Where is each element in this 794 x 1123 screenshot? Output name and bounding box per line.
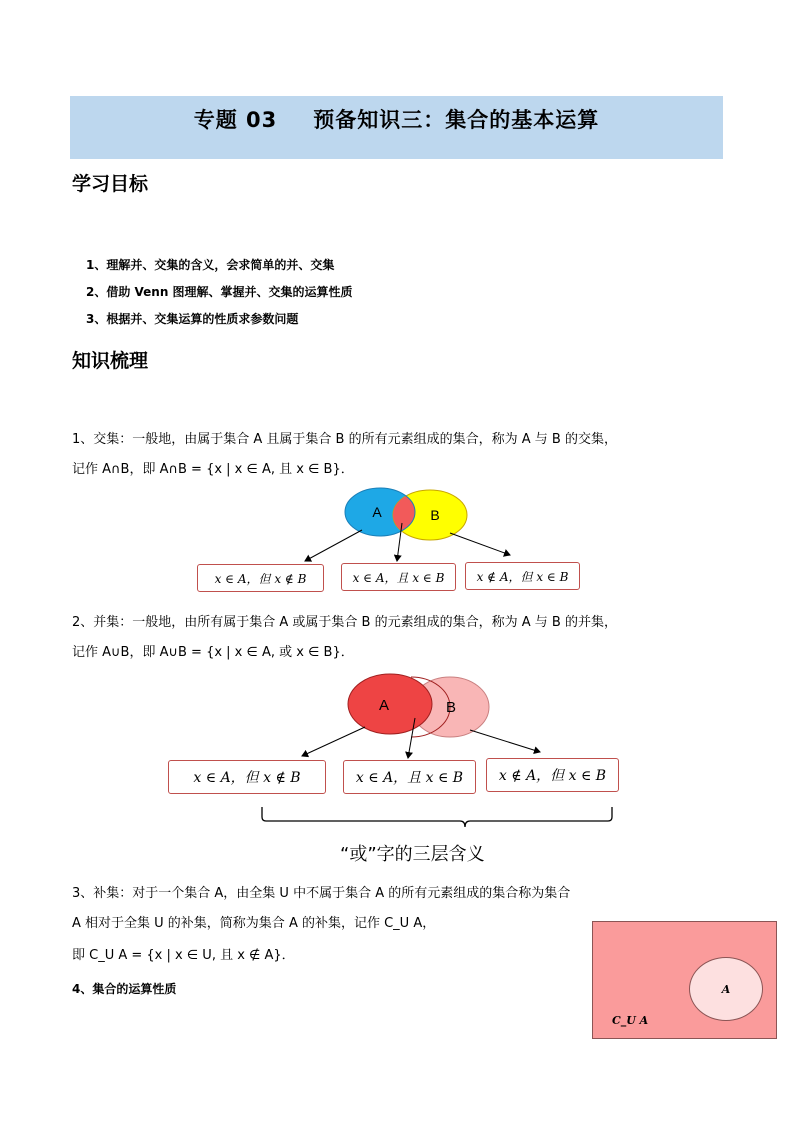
set-a-label: A	[378, 697, 390, 714]
intersection-box-b-only: x ∉ A，但 x ∈ B	[465, 562, 580, 590]
intersection-notation: 记作 A∩B，即 A∩B = {x | x ∈ A, 且 x ∈ B}．	[72, 462, 354, 477]
intersection-box-a-only: x ∈ A，但 x ∉ B	[197, 564, 324, 592]
union-box-a-only: x ∈ A，但 x ∉ B	[168, 760, 326, 794]
union-notation: 记作 A∪B，即 A∪B = {x | x ∈ A, 或 x ∈ B}．	[72, 645, 354, 660]
brace	[262, 807, 612, 827]
page-title	[70, 104, 723, 134]
objective-item-1: 1、理解并、交集的含义，会求简单的并、交集	[86, 258, 335, 272]
set-a-circle: A	[689, 957, 763, 1021]
topic-number: 专题 03	[193, 108, 278, 132]
objectives-heading: 学习目标	[72, 173, 149, 195]
topic-title: 预备知识三：集合的基本运算	[313, 108, 600, 132]
title-banner	[70, 96, 723, 159]
intersection-definition: 1、交集：一般地，由属于集合 A 且属于集合 B 的所有元素组成的集合，称为 A 与 B 的交集，	[72, 432, 617, 447]
complement-definition-cont: A 相对于全集 U 的补集，简称为集合 A 的补集，记作 C_U A，	[72, 916, 436, 931]
set-b-label: B	[445, 699, 457, 716]
set-a-circle	[348, 674, 432, 734]
knowledge-heading: 知识梳理	[72, 350, 149, 372]
union-box-both: x ∈ A，且 x ∈ B	[343, 760, 476, 794]
intersection-box-both: x ∈ A，且 x ∈ B	[341, 563, 456, 591]
complement-label: C_U A	[612, 1014, 649, 1027]
objective-item-2: 2、借助 Venn 图理解、掌握并、交集的运算性质	[86, 285, 353, 299]
union-caption: “或”字的三层含义	[340, 844, 485, 865]
union-definition: 2、并集：一般地，由所有属于集合 A 或属于集合 B 的元素组成的集合，称为 A 与 B 的并集，	[72, 615, 617, 630]
set-b-label: B	[430, 507, 440, 523]
objective-item-3: 3、根据并、交集运算的性质求参数问题	[86, 312, 299, 326]
union-box-b-only: x ∉ A，但 x ∈ B	[486, 758, 619, 792]
complement-notation: 即 C_U A = {x | x ∈ U, 且 x ∉ A}．	[72, 948, 295, 963]
properties-heading: 4、集合的运算性质	[72, 982, 177, 996]
universe-rectangle	[592, 921, 777, 1039]
set-a-label: A	[372, 504, 382, 520]
complement-definition: 3、补集：对于一个集合 A，由全集 U 中不属于集合 A 的所有元素组成的集合称为集合	[72, 886, 571, 901]
